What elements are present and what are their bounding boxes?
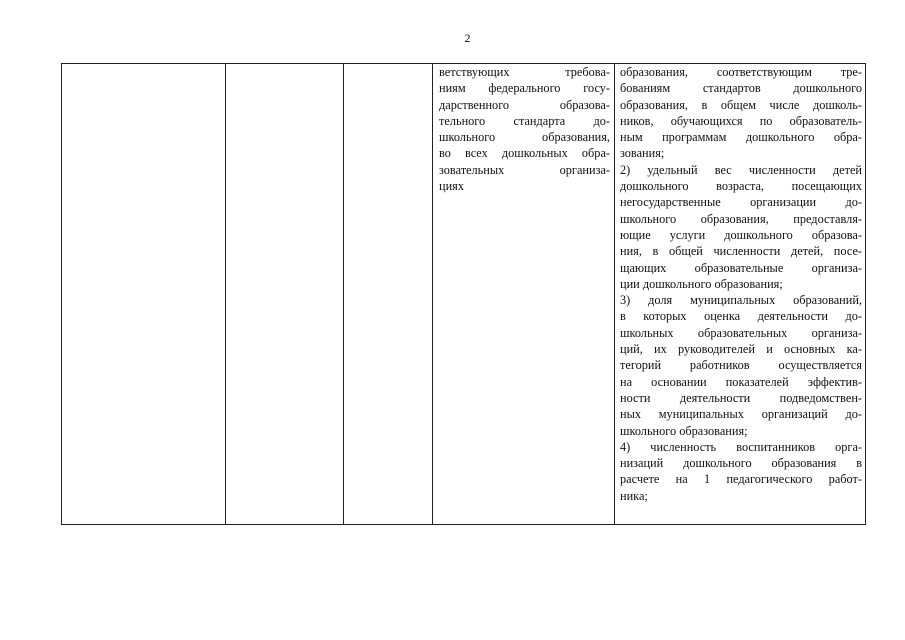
col5-line: образования, в общем числе дошколь- <box>620 97 862 112</box>
col5-text <box>615 64 865 504</box>
col5-line: образования, соответствующим тре- <box>620 65 862 79</box>
table-cell-col1 <box>62 64 226 525</box>
col5-line: тегорий работников осуществляется <box>620 358 862 373</box>
col4-line: школьного образования, <box>439 130 610 145</box>
table-cell-col4 <box>433 64 615 525</box>
col5-line: школьных образовательных организа- <box>620 325 862 340</box>
col5-line: школьного образования, предоставля- <box>620 211 862 226</box>
col5-line: ций, их руководителей и основных ка- <box>620 342 862 357</box>
col5-line: 3) доля муниципальных образований, <box>620 293 862 308</box>
col4-text <box>433 64 614 194</box>
table-row <box>62 64 866 525</box>
col5-line: негосударственные организации до- <box>620 195 862 210</box>
table-cell-col2 <box>226 64 344 525</box>
col5-line: щающих образовательные организа- <box>620 260 862 275</box>
col4-line: во всех дошкольных обра- <box>439 146 610 161</box>
table-cell-col5 <box>615 64 866 525</box>
col4-line: дарственного образова- <box>439 97 610 112</box>
col5-line: зования; <box>620 146 665 161</box>
col5-line: на основании показателей эффектив- <box>620 374 862 389</box>
col5-line: низаций дошкольного образования в <box>620 456 862 471</box>
col5-line: ным программам дошкольного обра- <box>620 130 862 145</box>
col4-line: циях <box>439 179 464 194</box>
col5-line: дошкольного возраста, посещающих <box>620 179 862 194</box>
col5-line: ных муниципальных организаций до- <box>620 407 862 422</box>
col5-line: ности деятельности подведомствен- <box>620 390 862 405</box>
col5-line: 4) численность воспитанников орга- <box>620 439 862 454</box>
col5-line: расчете на 1 педагогического работ- <box>620 472 862 487</box>
col5-line: ющие услуги дошкольного образова- <box>620 227 862 242</box>
col5-line: 2) удельный вес численности детей <box>620 162 862 177</box>
page-number: 2 <box>464 31 471 45</box>
col4-line: ниям федерального госу- <box>439 81 610 96</box>
table-cell-col3 <box>344 64 433 525</box>
col5-line: ника; <box>620 488 648 503</box>
col4-line: ветствующих требова- <box>439 65 610 79</box>
col4-line: зовательных организа- <box>439 162 610 177</box>
col4-line: тельного стандарта до- <box>439 113 610 128</box>
col5-line: в которых оценка деятельности до- <box>620 309 862 324</box>
col5-line: ции дошкольного образования; <box>620 276 783 291</box>
col5-line: ния, в общей численности детей, посе- <box>620 244 862 259</box>
document-table <box>61 63 866 525</box>
col5-line: бованиям стандартов дошкольного <box>620 81 862 96</box>
col5-line: школьного образования; <box>620 423 748 438</box>
col5-line: ников, обучающихся по образователь- <box>620 113 862 128</box>
